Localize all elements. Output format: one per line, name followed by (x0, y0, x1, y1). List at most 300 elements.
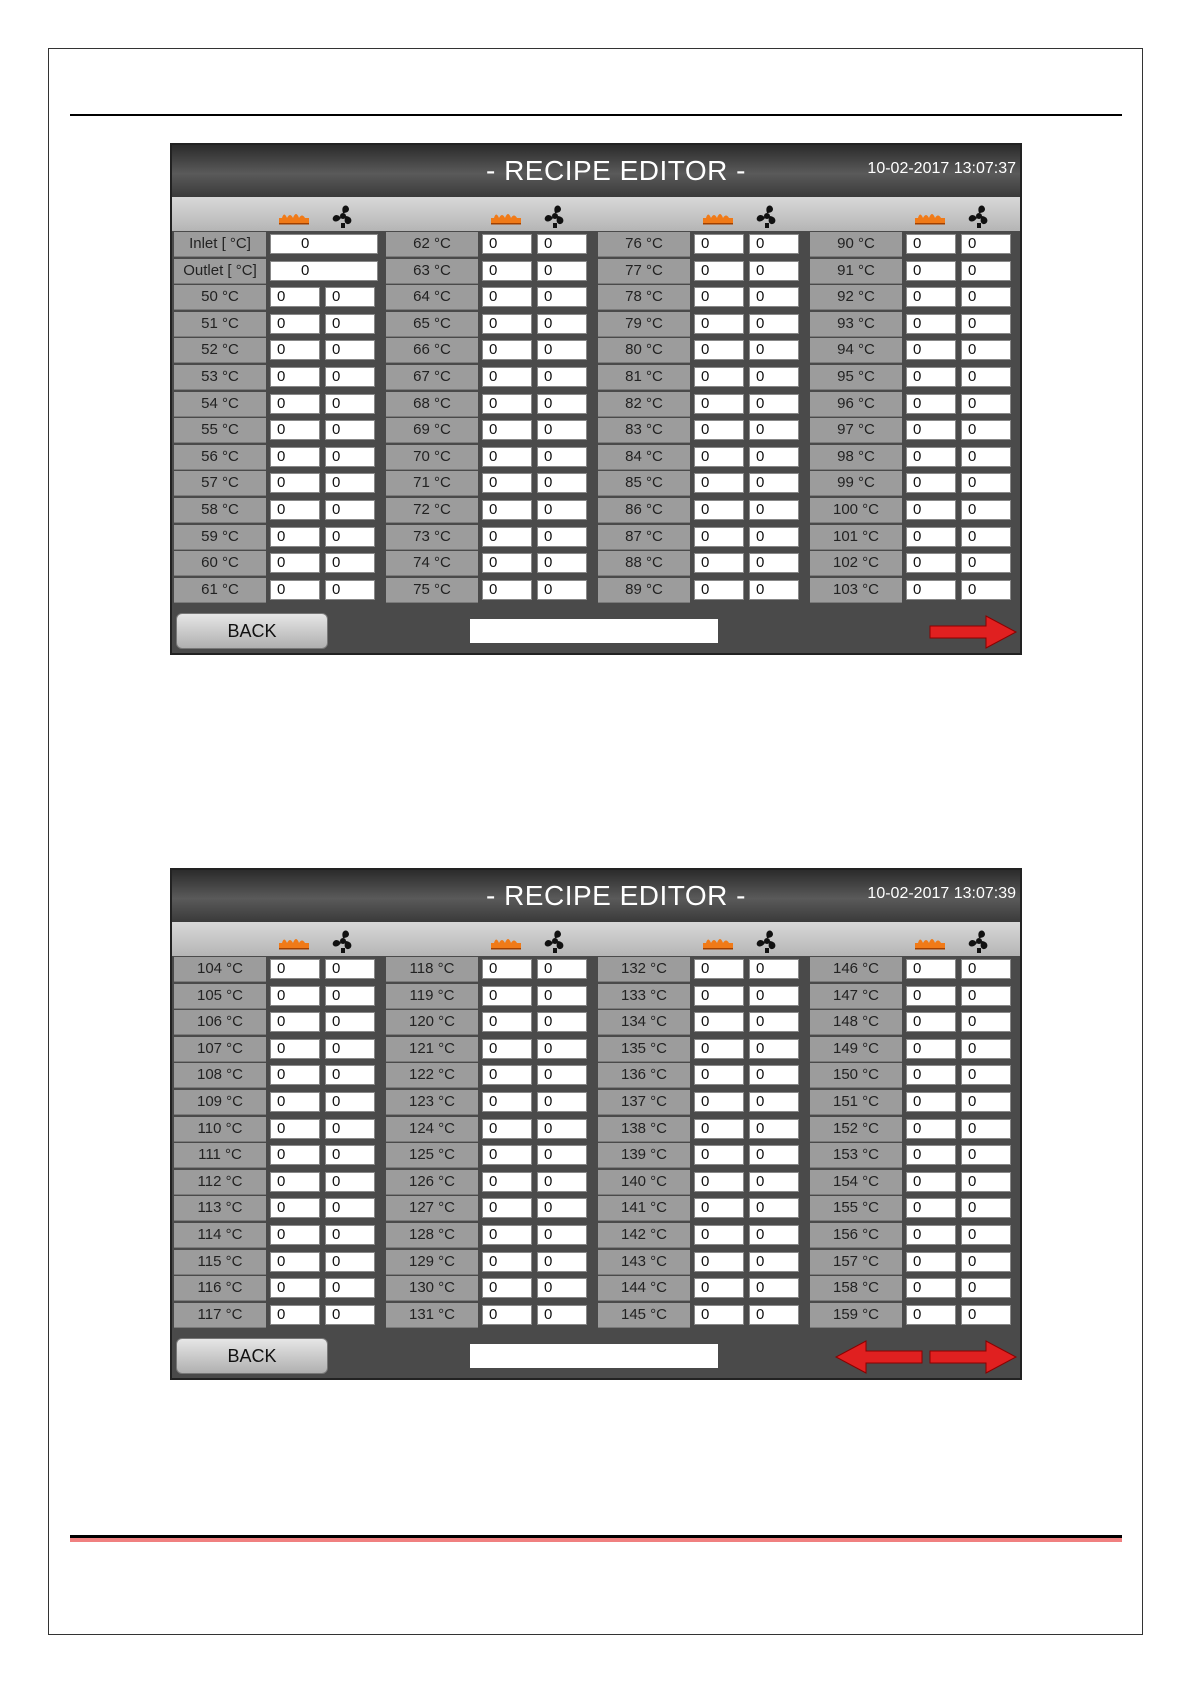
heater-value-input[interactable]: 0 (694, 314, 744, 334)
fan-icon (330, 928, 356, 954)
fan-value-input[interactable]: 0 (537, 986, 587, 1006)
fan-value-input[interactable]: 0 (537, 367, 587, 387)
temperature-label: 100 °C (810, 498, 902, 523)
temperature-label: 120 °C (386, 1010, 478, 1035)
heater-value-input[interactable]: 0 (906, 473, 956, 493)
temperature-label: 134 °C (598, 1010, 690, 1035)
fan-icon (542, 203, 568, 229)
fan-value-input[interactable]: 0 (537, 1278, 587, 1298)
heater-value-input[interactable]: 0 (270, 447, 320, 467)
heater-value-input[interactable]: 0 (694, 1039, 744, 1059)
arrow-left-icon (834, 1363, 924, 1380)
fan-value-input[interactable]: 0 (961, 1172, 1011, 1192)
heater-value-input[interactable]: 0 (482, 1305, 532, 1325)
fan-value-input[interactable]: 0 (961, 1278, 1011, 1298)
fan-value-input[interactable]: 0 (325, 1278, 375, 1298)
heater-value-input[interactable]: 0 (694, 420, 744, 440)
fan-value-input[interactable]: 0 (325, 959, 375, 979)
fan-value-input[interactable]: 0 (537, 234, 587, 254)
fan-value-input[interactable]: 0 (325, 1198, 375, 1218)
icon-header-group (272, 203, 384, 229)
heater-value-input[interactable]: 0 (906, 1252, 956, 1272)
fan-value-input[interactable]: 0 (749, 473, 799, 493)
fan-value-input[interactable]: 0 (961, 447, 1011, 467)
table-row (174, 1196, 384, 1222)
heater-value-input[interactable]: 0 (906, 1198, 956, 1218)
fan-value-input[interactable]: 0 (325, 367, 375, 387)
fan-value-input[interactable]: 0 (961, 287, 1011, 307)
heater-value-input[interactable]: 0 (482, 1092, 532, 1112)
fan-value-input[interactable]: 0 (961, 367, 1011, 387)
table-row (386, 1276, 596, 1302)
heater-value-input[interactable]: 0 (906, 1145, 956, 1165)
heater-value-input[interactable]: 0 (482, 1039, 532, 1059)
back-button[interactable]: BACK (176, 613, 328, 649)
table-row (598, 365, 808, 391)
fan-value-input[interactable]: 0 (325, 527, 375, 547)
heater-value-input[interactable]: 0 (694, 1119, 744, 1139)
fan-value-input[interactable]: 0 (961, 314, 1011, 334)
fan-value-input[interactable]: 0 (325, 287, 375, 307)
temperature-label: 69 °C (386, 418, 478, 443)
temperature-label: 142 °C (598, 1223, 690, 1248)
fan-value-input[interactable]: 0 (749, 959, 799, 979)
heater-value-input[interactable]: 0 (270, 1305, 320, 1325)
heater-value-input[interactable]: 0 (906, 500, 956, 520)
table-row (174, 1170, 384, 1196)
heater-value-input[interactable]: 0 (906, 986, 956, 1006)
temperature-label: 71 °C (386, 471, 478, 496)
fan-value-input[interactable]: 0 (749, 986, 799, 1006)
table-row (810, 471, 1020, 497)
table-row (174, 1223, 384, 1249)
heater-value-input[interactable]: 0 (906, 1305, 956, 1325)
temperature-label: 75 °C (386, 578, 478, 603)
fan-value-input[interactable]: 0 (961, 1039, 1011, 1059)
fan-value-input[interactable]: 0 (537, 1252, 587, 1272)
fan-value-input[interactable]: 0 (325, 473, 375, 493)
heater-value-input[interactable]: 0 (694, 1225, 744, 1245)
fan-value-input[interactable]: 0 (961, 1305, 1011, 1325)
fan-value-input[interactable]: 0 (961, 473, 1011, 493)
fan-value-input[interactable]: 0 (537, 1145, 587, 1165)
heater-value-input[interactable]: 0 (270, 1172, 320, 1192)
fan-value-input[interactable]: 0 (749, 1119, 799, 1139)
header-rule (70, 114, 1122, 116)
fan-value-input[interactable]: 0 (749, 553, 799, 573)
heater-value-input[interactable]: 0 (694, 1065, 744, 1085)
temperature-label: 135 °C (598, 1037, 690, 1062)
heater-value-input[interactable]: 0 (270, 1039, 320, 1059)
fan-value-input[interactable]: 0 (537, 553, 587, 573)
datetime-readout: 10-02-2017 13:07:37 (867, 160, 1016, 177)
heater-value-input[interactable]: 0 (482, 1065, 532, 1085)
datetime-readout: 10-02-2017 13:07:39 (867, 885, 1016, 902)
heater-value-input[interactable]: 0 (694, 1092, 744, 1112)
temperature-label: 91 °C (810, 259, 902, 284)
fan-value-input[interactable]: 0 (961, 500, 1011, 520)
fan-value-input[interactable]: 0 (325, 500, 375, 520)
heater-value-input[interactable]: 0 (906, 959, 956, 979)
heater-value-input[interactable]: 0 (270, 473, 320, 493)
fan-value-input[interactable]: 0 (961, 1119, 1011, 1139)
fan-value-input[interactable]: 0 (749, 234, 799, 254)
fan-value-input[interactable]: 0 (961, 394, 1011, 414)
heater-value-input[interactable]: 0 (482, 261, 532, 281)
heater-value-input[interactable]: 0 (270, 1065, 320, 1085)
heater-value-input[interactable]: 0 (694, 1145, 744, 1165)
table-row (174, 471, 384, 497)
fan-value-input[interactable]: 0 (325, 1305, 375, 1325)
temperature-label: 155 °C (810, 1196, 902, 1221)
fan-value-input[interactable]: 0 (325, 1039, 375, 1059)
back-button[interactable]: BACK (176, 1338, 328, 1374)
heater-value-input[interactable]: 0 (482, 959, 532, 979)
fan-value-input[interactable]: 0 (537, 1039, 587, 1059)
heater-value-input[interactable]: 0 (694, 447, 744, 467)
temperature-label: 136 °C (598, 1063, 690, 1088)
fan-value-input[interactable]: 0 (537, 394, 587, 414)
temperature-label: 114 °C (174, 1223, 266, 1248)
heater-value-input[interactable]: 0 (270, 580, 320, 600)
fan-value-input[interactable]: 0 (961, 959, 1011, 979)
fan-value-input[interactable]: 0 (325, 394, 375, 414)
heater-value-input[interactable]: 0 (906, 1278, 956, 1298)
heater-value-input[interactable]: 0 (694, 959, 744, 979)
fan-value-input[interactable]: 0 (325, 314, 375, 334)
heater-value-input[interactable]: 0 (694, 580, 744, 600)
heater-value-input[interactable]: 0 (482, 1252, 532, 1272)
table-row (174, 1063, 384, 1089)
fan-value-input[interactable]: 0 (325, 1252, 375, 1272)
heater-value-input[interactable]: 0 (694, 1012, 744, 1032)
heater-value-input[interactable]: 0 (694, 1252, 744, 1272)
fan-value-input[interactable]: 0 (961, 420, 1011, 440)
fan-value-input[interactable]: 0 (325, 580, 375, 600)
fan-icon (330, 203, 356, 229)
heater-value-input[interactable]: 0 (906, 580, 956, 600)
fan-value-input[interactable]: 0 (537, 500, 587, 520)
fan-value-input[interactable]: 0 (961, 580, 1011, 600)
icon-header-group (908, 928, 1020, 954)
heater-value-input[interactable]: 0 (694, 527, 744, 547)
fan-value-input[interactable]: 0 (961, 553, 1011, 573)
fan-value-input[interactable]: 0 (749, 447, 799, 467)
heater-value-input[interactable]: 0 (482, 986, 532, 1006)
heater-value-input[interactable]: 0 (694, 1198, 744, 1218)
heater-value-input[interactable]: 0 (482, 394, 532, 414)
fan-value-input[interactable]: 0 (749, 420, 799, 440)
temperature-label: 116 °C (174, 1276, 266, 1301)
fan-value-input[interactable]: 0 (537, 580, 587, 600)
heater-value-input[interactable]: 0 (482, 234, 532, 254)
fan-value-input[interactable]: 0 (749, 1039, 799, 1059)
temperature-label: 108 °C (174, 1063, 266, 1088)
table-row (174, 312, 384, 338)
heater-value-input[interactable]: 0 (270, 1012, 320, 1032)
heater-value-input[interactable]: 0 (694, 1278, 744, 1298)
table-row (598, 418, 808, 444)
heater-value-input[interactable]: 0 (270, 340, 320, 360)
fan-value-input[interactable]: 0 (961, 986, 1011, 1006)
heater-value-input[interactable]: 0 (482, 473, 532, 493)
heater-value-input[interactable]: 0 (694, 394, 744, 414)
fan-value-input[interactable]: 0 (325, 1225, 375, 1245)
fan-value-input[interactable]: 0 (961, 1225, 1011, 1245)
fan-value-input[interactable]: 0 (749, 1252, 799, 1272)
fan-value-input[interactable]: 0 (325, 1065, 375, 1085)
fan-value-input[interactable]: 0 (325, 1092, 375, 1112)
heater-value-input[interactable]: 0 (482, 287, 532, 307)
fan-value-input[interactable]: 0 (749, 1278, 799, 1298)
fan-value-input[interactable]: 0 (537, 1305, 587, 1325)
heater-value-input[interactable]: 0 (482, 580, 532, 600)
temperature-label: 109 °C (174, 1090, 266, 1115)
heater-value-input[interactable]: 0 (482, 1145, 532, 1165)
heater-value-input[interactable]: 0 (270, 500, 320, 520)
heater-value-input[interactable]: 0 (906, 447, 956, 467)
fan-value-input[interactable]: 0 (537, 1172, 587, 1192)
table-row (598, 392, 808, 418)
fan-value-input[interactable]: 0 (537, 340, 587, 360)
screen-title: - RECIPE EDITOR - (485, 155, 746, 186)
heater-value-input[interactable]: 0 (270, 1278, 320, 1298)
fan-value-input[interactable]: 0 (537, 314, 587, 334)
temperature-label: 96 °C (810, 392, 902, 417)
temperature-label: 62 °C (386, 232, 478, 257)
fan-value-input[interactable]: 0 (749, 261, 799, 281)
fan-value-input[interactable]: 0 (325, 1172, 375, 1192)
heater-value-input[interactable]: 0 (482, 1278, 532, 1298)
table-row (386, 984, 596, 1010)
fan-value-input[interactable]: 0 (537, 420, 587, 440)
fan-value-input[interactable]: 0 (325, 447, 375, 467)
heater-value-input[interactable]: 0 (694, 340, 744, 360)
temperature-label: 146 °C (810, 957, 902, 982)
fan-value-input[interactable]: 0 (325, 420, 375, 440)
fan-value-input[interactable]: 0 (325, 986, 375, 1006)
heater-value-input[interactable]: 0 (694, 1305, 744, 1325)
fan-value-input[interactable]: 0 (961, 340, 1011, 360)
heater-value-input[interactable]: 0 (482, 553, 532, 573)
heater-value-input[interactable]: 0 (270, 1119, 320, 1139)
fan-icon (542, 928, 568, 954)
fan-value-input[interactable]: 0 (537, 473, 587, 493)
temperature-label: 55 °C (174, 418, 266, 443)
heater-value-input[interactable]: 0 (270, 1252, 320, 1272)
heater-value-input[interactable]: 0 (270, 394, 320, 414)
fan-icon (754, 928, 780, 954)
fan-value-input[interactable]: 0 (749, 1065, 799, 1085)
heater-value-input[interactable]: 0 (482, 1172, 532, 1192)
fan-value-input[interactable]: 0 (749, 367, 799, 387)
heater-value-input[interactable]: 0 (270, 314, 320, 334)
heater-value-input[interactable]: 0 (906, 340, 956, 360)
fan-value-input[interactable]: 0 (961, 1012, 1011, 1032)
fan-value-input[interactable]: 0 (961, 1198, 1011, 1218)
column-icon-header (172, 197, 1020, 231)
temperature-label: 67 °C (386, 365, 478, 390)
heater-value-input[interactable]: 0 (270, 1198, 320, 1218)
heater-value-input[interactable]: 0 (906, 234, 956, 254)
heater-value-input[interactable]: 0 (694, 234, 744, 254)
fan-value-input[interactable]: 0 (749, 1198, 799, 1218)
prev-page-button[interactable] (834, 1338, 924, 1376)
fan-value-input[interactable]: 0 (749, 1225, 799, 1245)
fan-value-input[interactable]: 0 (749, 580, 799, 600)
table-row (598, 1223, 808, 1249)
heater-value-input[interactable]: 0 (906, 1039, 956, 1059)
fan-value-input[interactable]: 0 (961, 527, 1011, 547)
fan-value-input[interactable]: 0 (961, 1065, 1011, 1085)
table-row (810, 259, 1020, 285)
fan-value-input[interactable]: 0 (961, 234, 1011, 254)
fan-value-input[interactable]: 0 (325, 1012, 375, 1032)
fan-value-input[interactable]: 0 (325, 1145, 375, 1165)
heater-value-input[interactable]: 0 (482, 500, 532, 520)
temperature-label: Outlet [ °C] (174, 259, 266, 284)
fan-value-input[interactable]: 0 (749, 287, 799, 307)
heater-value-input[interactable]: 0 (270, 959, 320, 979)
table-row (598, 338, 808, 364)
icon-header-group (484, 928, 596, 954)
heater-value-input[interactable]: 0 (694, 287, 744, 307)
heater-value-input[interactable]: 0 (906, 1092, 956, 1112)
fan-value-input[interactable]: 0 (749, 1305, 799, 1325)
heater-value-input[interactable]: 0 (694, 986, 744, 1006)
heater-value-input[interactable]: 0 (694, 473, 744, 493)
heater-value-input[interactable]: 0 (482, 1225, 532, 1245)
next-page-button[interactable] (928, 613, 1018, 651)
next-page-button[interactable] (928, 1338, 1018, 1376)
fan-value-input[interactable]: 0 (325, 1119, 375, 1139)
fan-value-input[interactable]: 0 (749, 527, 799, 547)
temperature-label: 132 °C (598, 957, 690, 982)
temperature-label: 61 °C (174, 578, 266, 603)
heater-value-input[interactable]: 0 (482, 447, 532, 467)
fan-value-input[interactable]: 0 (325, 340, 375, 360)
heater-value-input[interactable]: 0 (270, 986, 320, 1006)
fan-value-input[interactable]: 0 (749, 340, 799, 360)
heater-value-input[interactable]: 0 (906, 261, 956, 281)
fan-value-input[interactable]: 0 (537, 1092, 587, 1112)
fan-value-input[interactable]: 0 (537, 447, 587, 467)
heater-value-input[interactable]: 0 (270, 367, 320, 387)
heater-value-input[interactable]: 0 (906, 367, 956, 387)
table-row (174, 578, 384, 604)
fan-value-input[interactable]: 0 (749, 1145, 799, 1165)
heater-value-input[interactable]: 0 (694, 261, 744, 281)
temperature-label: 64 °C (386, 285, 478, 310)
fan-value-input[interactable]: 0 (961, 1092, 1011, 1112)
temperature-label: 82 °C (598, 392, 690, 417)
fan-value-input[interactable]: 0 (749, 1092, 799, 1112)
fan-value-input[interactable]: 0 (537, 1012, 587, 1032)
table-row (598, 445, 808, 471)
heater-value-input[interactable]: 0 (270, 1145, 320, 1165)
heater-value-input[interactable]: 0 (906, 420, 956, 440)
fan-value-input[interactable]: 0 (749, 314, 799, 334)
heater-value-input[interactable]: 0 (906, 1225, 956, 1245)
heater-value-input[interactable]: 0 (270, 287, 320, 307)
table-row (810, 445, 1020, 471)
temperature-label: 115 °C (174, 1250, 266, 1275)
temperature-label: 78 °C (598, 285, 690, 310)
heater-value-input[interactable]: 0 (482, 1119, 532, 1139)
heater-value-input[interactable]: 0 (906, 287, 956, 307)
heater-value-input[interactable]: 0 (482, 420, 532, 440)
fan-value-input[interactable]: 0 (961, 1252, 1011, 1272)
temperature-label: 138 °C (598, 1117, 690, 1142)
fan-value-input[interactable]: 0 (537, 1198, 587, 1218)
fan-value-input[interactable]: 0 (749, 394, 799, 414)
heater-value-input[interactable]: 0 (906, 394, 956, 414)
fan-value-input[interactable]: 0 (961, 261, 1011, 281)
heater-value-input[interactable]: 0 (906, 1119, 956, 1139)
fan-value-input[interactable]: 0 (961, 1145, 1011, 1165)
heater-value-input[interactable]: 0 (906, 314, 956, 334)
temperature-label: 125 °C (386, 1143, 478, 1168)
heater-value-input[interactable]: 0 (482, 314, 532, 334)
heater-value-input[interactable]: 0 (270, 1092, 320, 1112)
fan-value-input[interactable]: 0 (749, 1012, 799, 1032)
heater-value-input[interactable]: 0 (694, 500, 744, 520)
heater-value-input[interactable]: 0 (694, 1172, 744, 1192)
fan-value-input[interactable]: 0 (537, 527, 587, 547)
heater-value-input[interactable]: 0 (482, 1012, 532, 1032)
temperature-label: 54 °C (174, 392, 266, 417)
temperature-setpoint-input[interactable]: 0 (270, 261, 378, 281)
table-row (598, 578, 808, 604)
heater-value-input[interactable]: 0 (482, 1198, 532, 1218)
fan-value-input[interactable]: 0 (537, 1065, 587, 1085)
heater-value-input[interactable]: 0 (270, 527, 320, 547)
fan-value-input[interactable]: 0 (537, 261, 587, 281)
fan-value-input[interactable]: 0 (537, 1225, 587, 1245)
heater-value-input[interactable]: 0 (482, 340, 532, 360)
fan-value-input[interactable]: 0 (749, 500, 799, 520)
fan-value-input[interactable]: 0 (537, 287, 587, 307)
heater-value-input[interactable]: 0 (906, 527, 956, 547)
table-row (386, 259, 596, 285)
table-row (598, 1010, 808, 1036)
table-row (386, 365, 596, 391)
table-row (598, 1090, 808, 1116)
heater-value-input[interactable]: 0 (906, 1065, 956, 1085)
fan-value-input[interactable]: 0 (537, 959, 587, 979)
heater-value-input[interactable]: 0 (482, 367, 532, 387)
temperature-label: 101 °C (810, 525, 902, 550)
table-row (598, 1276, 808, 1302)
heater-value-input[interactable]: 0 (906, 553, 956, 573)
fan-value-input[interactable]: 0 (537, 1119, 587, 1139)
fan-value-input[interactable]: 0 (325, 553, 375, 573)
heater-value-input[interactable]: 0 (906, 1012, 956, 1032)
temperature-setpoint-input[interactable]: 0 (270, 234, 378, 254)
heater-value-input[interactable]: 0 (694, 553, 744, 573)
heater-value-input[interactable]: 0 (482, 527, 532, 547)
table-row (598, 471, 808, 497)
heater-value-input[interactable]: 0 (270, 553, 320, 573)
heater-value-input[interactable]: 0 (906, 1172, 956, 1192)
temperature-label: 150 °C (810, 1063, 902, 1088)
fan-value-input[interactable]: 0 (749, 1172, 799, 1192)
heater-value-input[interactable]: 0 (270, 420, 320, 440)
heater-flame-icon (702, 934, 734, 950)
table-row (386, 551, 596, 577)
heater-value-input[interactable]: 0 (270, 1225, 320, 1245)
heater-value-input[interactable]: 0 (694, 367, 744, 387)
